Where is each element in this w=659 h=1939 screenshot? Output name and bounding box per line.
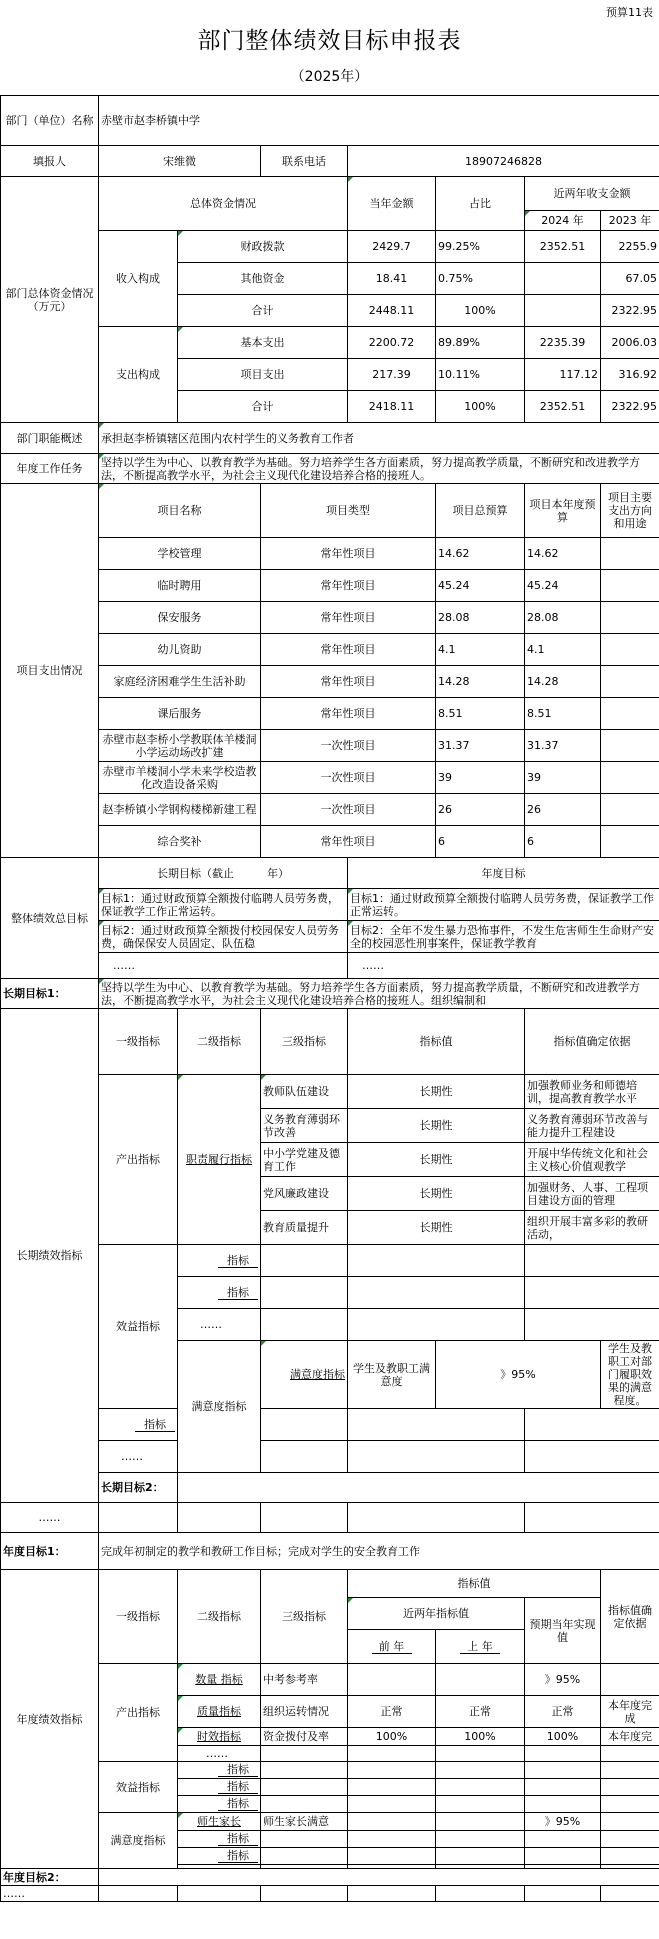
duty-label: 部门职能概述 [1,423,99,454]
filler-value: 宋维微 [99,146,261,177]
project-budget: 39 [436,762,525,794]
empty-cell [525,1746,601,1762]
long-satisfy-value: 》95% [436,1341,601,1409]
empty-cell [525,1277,659,1309]
long-satisfy-l2 [99,1409,178,1441]
form-number: 预算11表 [606,6,653,19]
long-satisfy-l3: 学生及教职工满意度 [348,1341,436,1409]
income-2023: 67.05 [601,263,659,295]
filler-label: 填报人 [1,146,99,177]
expense-ratio: 100% [436,391,525,423]
empty-cell [261,1277,348,1309]
year-satisfy-l2b-text: 指标 [218,1849,258,1863]
long-output-l3: 教育质量提升 [261,1211,348,1245]
year-output-prev: 正常 [348,1696,436,1728]
project-year-budget: 14.28 [525,666,601,698]
project-name: 综合奖补 [99,826,261,858]
project-year-budget: 28.08 [525,602,601,634]
empty-cell [348,1813,436,1831]
project-budget: 28.08 [436,602,525,634]
funds-section-label: 部门总体资金情况（万元） [1,177,99,423]
projects-col-name: 项目名称 [99,484,261,538]
long-output-l3: 义务教育薄弱环节改善 [261,1109,348,1143]
year-satisfy-l2 [178,1831,261,1848]
long-satisfy-l2 [261,1341,348,1409]
empty-cell [601,1831,659,1848]
year-output-l3: 资金拨付及率 [261,1728,348,1746]
empty-cell [436,1779,525,1796]
long-output-l3: 党风廉政建设 [261,1177,348,1211]
year-benefit-l2 [178,1779,261,1796]
income-ratio: 100% [436,295,525,327]
year-satisfy-l2-text: 师生家长 [197,1815,241,1828]
empty-cell [261,1441,348,1473]
dept-name-value: 赤壁市赵李桥镇中学 [99,96,659,146]
empty-cell [525,1886,601,1902]
project-year-budget: 45.24 [525,570,601,602]
project-type: 常年性项目 [261,570,436,602]
expense-2024: 2352.51 [525,391,601,423]
project-budget: 4.1 [436,634,525,666]
empty-cell [436,1831,525,1848]
year-benefit-l2-text: 指标 [218,1797,258,1811]
long-goal-head: 长期目标（截止 年） [99,858,348,889]
long-goal-more: …… [99,953,348,979]
year-perf-col-basis: 指标值确定依据 [601,1570,659,1664]
year-benefit-l2-text: 指标 [218,1763,258,1777]
project-budget: 31.37 [436,730,525,762]
project-name: 赵李桥镇小学钢构楼梯新建工程 [99,794,261,826]
empty-cell [261,1409,348,1441]
project-name: 赤壁市赵李桥小学教联体羊楼洞小学运动场改扩建 [99,730,261,762]
income-name: 财政拨款 [178,231,348,263]
expense-ratio: 89.89% [436,327,525,359]
year-benefit-l2 [178,1762,261,1779]
long-output-basis: 组织开展丰富多彩的教研活动， [525,1211,659,1245]
project-direction [601,602,659,634]
projects-col-year-budget: 项目本年度预算 [525,484,601,538]
year-goal2-label: 年度目标2： [1,1869,99,1886]
project-year-budget: 4.1 [525,634,601,666]
long-goal1-label: 长期目标1： [1,979,99,1009]
long-perf-col-l3: 三级指标 [261,1009,348,1075]
income-2024: 2352.51 [525,231,601,263]
long-output-value: 长期性 [348,1075,525,1109]
project-direction [601,730,659,762]
project-type: 常年性项目 [261,602,436,634]
empty-cell [348,1245,525,1277]
year-output-prev [348,1664,436,1696]
income-amount: 2448.11 [348,295,436,327]
empty-cell [261,1831,348,1848]
project-direction [601,634,659,666]
empty-cell [601,1813,659,1831]
project-year-budget: 14.62 [525,538,601,570]
year-satisfy-l2 [178,1848,261,1865]
year-goal1-label: 年度目标1： [1,1533,99,1570]
long-output-value: 长期性 [348,1177,525,1211]
year-output-l2 [178,1664,261,1696]
project-type: 常年性项目 [261,826,436,858]
year-goal1-text: 完成年初制定的教学和教研工作目标；完成对学生的安全教育工作 [99,1533,659,1570]
empty-cell [261,1309,348,1341]
year-output-l2-text: 数量 指标 [195,1673,243,1686]
long-perf-col-l1: 一级指标 [99,1009,178,1075]
year-satisfy-l2b-text: 指标 [218,1832,258,1846]
long-output-l2 [178,1075,261,1245]
income-ratio: 99.25% [436,231,525,263]
year-benefit-label: 效益指标 [99,1762,178,1813]
dept-label: 部门（单位）名称 [1,96,99,146]
empty-cell [348,1848,436,1865]
annual-task-text: 坚持以学生为中心、以教育教学为基础。努力培养学生各方面素质，努力提高教学质量，不断研究和改进教学方法，不断提高教学水平，为社会主义现代化建设培养合格的接班人。 [99,454,659,484]
year-perf-col-prev-text: 前 年 [372,1640,412,1654]
project-direction [601,762,659,794]
project-direction [601,666,659,698]
empty-cell [436,1762,525,1779]
empty-cell [261,1779,348,1796]
long-output-basis: 加强教师业务和师德培训，提高教育教学水平 [525,1075,659,1109]
long-satisfy-l2b-text: 指标 [135,1418,175,1432]
empty-cell [436,1886,525,1902]
empty-cell [525,1779,601,1796]
expense-2023: 2322.95 [601,391,659,423]
expense-ratio: 10.11% [436,359,525,391]
project-year-budget: 31.37 [525,730,601,762]
year-perf-col-l1: 一级指标 [99,1570,178,1664]
project-type: 一次性项目 [261,730,436,762]
empty-cell [525,1762,601,1779]
year-goal-2: 目标2：全年不发生暴力恐怖事件，不发生危害师生生命财产安全的校园恶性刑事案件，保证教学教育 [348,921,659,953]
long-perf-label: 长期绩效指标 [1,1009,99,1503]
phone-label: 联系电话 [261,146,348,177]
long-perf-col-l2: 二级指标 [178,1009,261,1075]
year-output-expect: 100% [525,1728,601,1746]
long-benefit-l2 [178,1277,261,1309]
project-type: 一次性项目 [261,794,436,826]
projects-label: 项目支出情况 [1,484,99,858]
project-budget: 8.51 [436,698,525,730]
year-satisfy-l3: 师生家长满意 [261,1813,348,1831]
year-perf-col-l2: 二级指标 [178,1570,261,1664]
year-output-l2 [178,1696,261,1728]
year-perf-col-last [436,1630,525,1664]
year-perf-label: 年度绩效指标 [1,1570,99,1869]
project-budget: 45.24 [436,570,525,602]
empty-cell [601,1848,659,1865]
year-output-last: 100% [436,1728,525,1746]
project-direction [601,698,659,730]
year-output-prev: 100% [348,1728,436,1746]
income-2023: 2322.95 [601,295,659,327]
project-name: 课后服务 [99,698,261,730]
project-budget: 14.62 [436,538,525,570]
empty-cell [261,1746,348,1762]
project-year-budget: 26 [525,794,601,826]
expense-label: 支出构成 [99,327,178,423]
income-name: 其他资金 [178,263,348,295]
year-satisfy-expect: 》95% [525,1813,601,1831]
empty-cell [348,1277,525,1309]
funds-col-2023: 2023 年 [601,211,659,231]
project-direction [601,794,659,826]
empty-cell [601,1746,659,1762]
income-2023: 2255.9 [601,231,659,263]
long-output-basis: 义务教育薄弱环节改善与能力提升工程建设 [525,1109,659,1143]
projects-col-direction: 项目主要支出方向和用途 [601,484,659,538]
funds-col-total: 总体资金情况 [99,177,348,231]
empty-cell [178,1503,261,1533]
year-output-basis: 本年度完 [601,1728,659,1746]
empty-cell [601,1886,659,1902]
empty-cell [261,1245,348,1277]
year-benefit-l2-text: 指标 [218,1780,258,1794]
expense-2023: 316.92 [601,359,659,391]
expense-2023: 2006.03 [601,327,659,359]
empty-cell [348,1309,525,1341]
project-budget: 6 [436,826,525,858]
project-type: 常年性项目 [261,698,436,730]
year-perf-col-recent: 近两年指标值 [348,1598,525,1630]
empty-cell [525,1309,659,1341]
projects-col-type: 项目类型 [261,484,436,538]
project-type: 常年性项目 [261,666,436,698]
long-benefit-label: 效益指标 [99,1245,178,1409]
empty-cell [348,1503,525,1533]
income-2024 [525,295,601,327]
expense-name: 基本支出 [178,327,348,359]
page-title: 部门整体绩效目标申报表 [197,28,462,54]
empty-cell [436,1848,525,1865]
long-output-basis: 加强财务、人事、工程项目建设方面的管理 [525,1177,659,1211]
year-satisfy-label: 满意度指标 [99,1813,178,1869]
project-name: 家庭经济困难学生生活补助 [99,666,261,698]
year-satisfy-l2 [178,1813,261,1831]
empty-cell [348,1831,436,1848]
empty-cell [348,1762,436,1779]
year-goal-head: 年度目标 [348,858,659,889]
projects-col-budget: 项目总预算 [436,484,525,538]
year-output-basis: 本年度完成 [601,1696,659,1728]
long-satisfy-basis: 学生及教职工对部门履职效果的满意程度。 [601,1341,659,1409]
expense-amount: 2200.72 [348,327,436,359]
project-year-budget: 39 [525,762,601,794]
project-year-budget: 6 [525,826,601,858]
form-year: （2025年） [290,69,369,85]
year-perf-col-expect: 预期当年实现值 [525,1598,601,1664]
project-year-budget: 8.51 [525,698,601,730]
empty-cell [601,1796,659,1813]
long-output-label: 产出指标 [99,1075,178,1245]
income-name: 合计 [178,295,348,327]
empty-cell [525,1245,659,1277]
year-perf-col-prev [348,1630,436,1664]
expense-name: 项目支出 [178,359,348,391]
long-output-value: 长期性 [348,1109,525,1143]
long-output-l3: 教师队伍建设 [261,1075,348,1109]
long-goal1-text: 坚持以学生为中心、以教育教学为基础。努力培养学生各方面素质，努力提高教学质量，不断研究和改进教学方法，不断提高教学水平，为社会主义现代化建设培养合格的接班人。组织编制和 [99,979,659,1009]
project-direction [601,570,659,602]
empty-cell [99,1503,178,1533]
year-goal-more: …… [348,953,659,979]
long-goal-1: 目标1：通过财政预算全额拨付临聘人员劳务费，保证教学工作正常运转。 [99,889,348,921]
project-type: 常年性项目 [261,538,436,570]
expense-2024: 2235.39 [525,327,601,359]
funds-col-amount: 当年金额 [348,177,436,231]
income-ratio: 0.75% [436,263,525,295]
year-output-l2 [178,1728,261,1746]
empty-cell [525,1796,601,1813]
long-output-basis: 开展中华传统文化和社会主义核心价值观教学 [525,1143,659,1177]
project-name: 赤壁市羊楼洞小学未来学校造教化改造设备采购 [99,762,261,794]
empty-cell [99,1886,178,1902]
expense-amount: 217.39 [348,359,436,391]
project-name: 幼儿资助 [99,634,261,666]
empty-cell [348,1409,525,1441]
long-goal2-label: 长期目标2： [99,1473,178,1503]
long-goal2-more: …… [1,1503,99,1533]
year-perf-col-l3: 三级指标 [261,1570,348,1664]
year-output-last [436,1664,525,1696]
income-2024 [525,263,601,295]
income-amount: 2429.7 [348,231,436,263]
long-output-l2-text: 职责履行指标 [186,1153,252,1166]
empty-cell [261,1848,348,1865]
empty-cell [348,1441,525,1473]
year-output-l2-text: 时效指标 [197,1730,241,1743]
year-perf-col-value: 指标值 [348,1570,601,1598]
year-output-expect: 正常 [525,1696,601,1728]
long-output-value: 长期性 [348,1211,525,1245]
project-name: 保安服务 [99,602,261,634]
funds-col-2024: 2024 年 [525,211,601,231]
expense-name: 合计 [178,391,348,423]
year-perf-col-last-text: 上 年 [460,1640,500,1654]
long-benefit-l2 [178,1245,261,1277]
project-budget: 14.28 [436,666,525,698]
long-satisfy-l2-text: 满意度指标 [290,1368,345,1381]
income-label: 收入构成 [99,231,178,327]
empty-cell [525,1441,659,1473]
empty-cell [525,1848,601,1865]
empty-cell [261,1886,348,1902]
income-amount: 18.41 [348,263,436,295]
performance-form-table [0,95,659,1902]
long-satisfy-label: 满意度指标 [178,1341,261,1473]
long-perf-col-basis: 指标值确定依据 [525,1009,659,1075]
duty-text: 承担赵李桥镇辖区范围内农村学生的义务教育工作者 [99,423,659,454]
year-goal-1: 目标1：通过财政预算全额拨付临聘人员劳务费，保证教学工作正常运转。 [348,889,659,921]
year-goal2-text [99,1869,659,1886]
project-name: 临时聘用 [99,570,261,602]
phone-value: 18907246828 [348,146,659,177]
long-benefit-l2-text: 指标 [218,1286,258,1300]
expense-amount: 2418.11 [348,391,436,423]
empty-cell [178,1886,261,1902]
project-type: 常年性项目 [261,634,436,666]
empty-cell [601,1762,659,1779]
empty-cell [525,1831,601,1848]
project-name: 学校管理 [99,538,261,570]
long-goal-2: 目标2：通过财政预算全额拨付校园保安人员劳务费，确保保安人员固定、队伍稳 [99,921,348,953]
empty-cell [348,1746,436,1762]
annual-task-label: 年度工作任务 [1,454,99,484]
empty-cell [261,1796,348,1813]
year-output-l3: 组织运转情况 [261,1696,348,1728]
empty-cell [436,1813,525,1831]
long-output-l3: 中小学党建及德育工作 [261,1143,348,1177]
year-goal2-more: …… [1,1886,99,1902]
empty-cell [348,1779,436,1796]
long-benefit-more: …… [178,1309,261,1341]
year-output-last: 正常 [436,1696,525,1728]
empty-cell [525,1503,659,1533]
overall-goal-label: 整体绩效总目标 [1,858,99,979]
year-output-expect: 》95% [525,1664,601,1696]
project-direction [601,826,659,858]
empty-cell [348,1796,436,1813]
empty-cell [436,1796,525,1813]
expense-2024: 117.12 [525,359,601,391]
year-output-l2-text: 质量指标 [197,1705,241,1718]
long-goal2-text [178,1473,659,1503]
empty-cell [261,1503,348,1533]
empty-cell [348,1886,436,1902]
long-output-value: 长期性 [348,1143,525,1177]
empty-cell [261,1762,348,1779]
empty-cell [436,1746,525,1762]
year-output-label: 产出指标 [99,1664,178,1762]
long-satisfy-more: …… [99,1441,178,1473]
project-type: 一次性项目 [261,762,436,794]
funds-col-ratio: 占比 [436,177,525,231]
project-direction [601,538,659,570]
funds-col-recent: 近两年收支金额 [525,177,659,211]
empty-cell [601,1779,659,1796]
year-output-l3: 中考参考率 [261,1664,348,1696]
long-perf-col-value: 指标值 [348,1009,525,1075]
year-output-more: …… [178,1746,261,1762]
year-output-basis [601,1664,659,1696]
long-benefit-l2-text: 指标 [218,1254,258,1268]
empty-cell [525,1409,659,1441]
year-benefit-l2 [178,1796,261,1813]
project-budget: 26 [436,794,525,826]
